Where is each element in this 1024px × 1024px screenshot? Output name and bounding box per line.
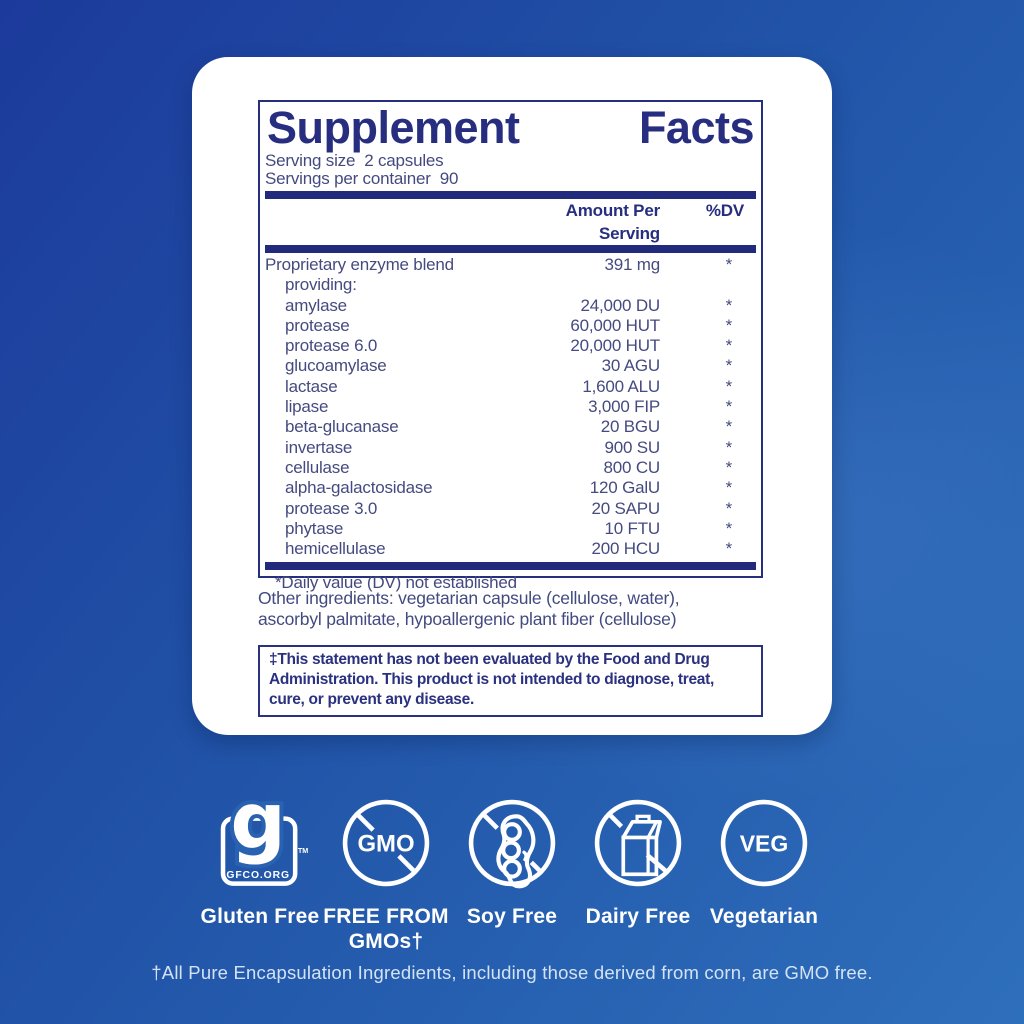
column-header-dv: %DV <box>705 201 744 220</box>
table-row: glucoamylase 30 AGU * <box>285 356 732 376</box>
no-soy-icon <box>466 789 558 889</box>
table-header <box>265 199 756 245</box>
badge-label: Soy Free <box>466 905 558 928</box>
badge-dairy-free <box>575 789 701 954</box>
table-row: providing: <box>285 275 357 295</box>
table-row: lipase 3,000 FIP * <box>285 397 732 417</box>
table-row: cellulase 800 CU * <box>285 457 732 477</box>
table-row: Proprietary enzyme blend 391 mg * <box>265 255 732 274</box>
table-row: protease 6.0 20,000 HUT * <box>285 336 732 356</box>
servings-value: 90 <box>439 168 459 188</box>
table-row: protease 3.0 20 SAPU * <box>285 498 732 518</box>
gfco-tm-mark: TM <box>297 845 309 855</box>
column-header-amount: Amount Per Serving <box>565 201 660 243</box>
table-row: protease 60,000 HUT * <box>285 315 732 335</box>
facts-rows <box>265 253 756 561</box>
supplement-facts-panel <box>258 100 763 593</box>
no-gmo-icon <box>340 789 432 889</box>
serving-size-value: 2 capsules <box>364 151 444 170</box>
table-row: hemicellulase 200 HCU * <box>285 539 732 559</box>
certification-badges-row <box>0 789 1024 954</box>
table-row: phytase 10 FTU * <box>285 518 732 538</box>
serving-size-label: Serving size <box>265 151 356 170</box>
badge-vegetarian <box>701 789 827 954</box>
badge-label: Vegetarian <box>709 905 819 928</box>
title-word-facts: Facts <box>638 102 754 153</box>
fda-disclaimer: ‡This statement has not been evaluated by the Food and Drug Administration. This product is not intended to diagnose, treat, cure, or prevent any disease. <box>258 645 763 717</box>
veg-text: VEG <box>739 830 789 857</box>
other-ingredients: Other ingredients: vegetarian capsule (cellulose, water), ascorbyl palmitate, hypoallergenic plant fiber (cellulose) <box>258 588 680 629</box>
badge-label: FREE FROM GMOs† <box>323 905 449 953</box>
badge-gmo-free <box>323 789 449 954</box>
no-dairy-icon <box>592 789 684 889</box>
serving-size-line <box>265 152 756 170</box>
gmo-text: GMO <box>357 830 415 858</box>
divider-bar <box>265 245 756 253</box>
table-row: alpha-galactosidase 120 GalU * <box>285 478 732 498</box>
table-row: amylase 24,000 DU * <box>285 295 732 315</box>
divider-bar <box>265 562 756 570</box>
table-row: lactase 1,600 ALU * <box>285 376 732 396</box>
gfco-org-text: GFCO.ORG <box>226 870 291 882</box>
table-row: beta-glucanase 20 BGU * <box>285 417 732 437</box>
gfco-gluten-free-icon <box>210 789 310 889</box>
badge-soy-free <box>449 789 575 954</box>
panel-title <box>265 104 756 152</box>
badge-label: Gluten Free <box>200 905 320 928</box>
daily-value-note: *Daily value (DV) not established <box>275 573 517 593</box>
veg-icon <box>718 789 810 889</box>
title-word-supplement: Supplement <box>267 102 520 153</box>
table-row: invertase 900 SU * <box>285 437 732 457</box>
badge-gluten-free <box>197 789 323 954</box>
servings-label: Servings per container <box>265 168 431 188</box>
supplement-facts-card <box>192 57 832 735</box>
gmo-footnote: †All Pure Encapsulation Ingredients, including those derived from corn, are GMO free. <box>151 962 873 983</box>
divider-bar <box>265 191 756 199</box>
badge-label: Dairy Free <box>585 905 691 928</box>
servings-per-container-line <box>265 170 756 188</box>
gfco-g-glyph: g <box>230 788 286 867</box>
